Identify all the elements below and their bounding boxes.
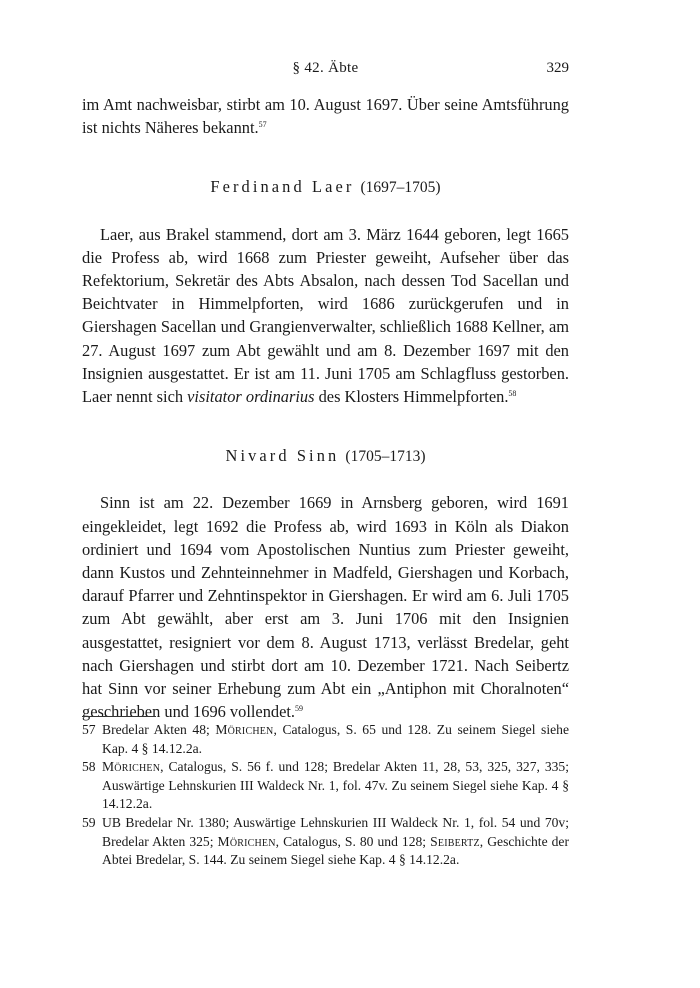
paragraph-text: im Amt nachweisbar, stirbt am 10. August 1697. Über seine Amtsführung ist nichts Näheres bekannt. <box>82 95 569 138</box>
paragraph-text: Laer, aus Brakel stammend, dort am 3. März 1644 geboren, legt 1665 die Profess ab, wird 1668 zum Priester geweiht, Aufseher über das Refektorium, Sekretär des Abts Absalon, nach dessen Tod Sacellan und Beichtvater in Himmelpforten, wird 1686 zurückgerufen und in Giershagen Sacellan und Grangienverwalter, schließlich 1688 Kellner, am 27. August 1697 zum Abt gewählt und am 8. Dezember 1697 mit den Insignien ausgestattet. Er ist am 11. Juni 1705 am Schlagfluss gestorben. Laer nennt sich <box>82 224 569 407</box>
footnote-number: 57 <box>82 722 96 737</box>
main-text <box>82 93 569 723</box>
footnote-text: , Geschichte der Abtei Bredelar, S. 144. Zu seinem Siegel siehe Kap. 4 § 14.12.2a. <box>102 833 569 868</box>
abbot-heading-laer <box>82 175 569 199</box>
footnote-ref-58[interactable]: 58 <box>508 389 517 399</box>
footnote-divider <box>82 716 156 717</box>
paragraph-text: des Klosters Himmelpforten. <box>314 387 509 407</box>
running-head <box>82 60 569 82</box>
abbot-years: (1697–1705) <box>360 179 441 197</box>
footnote-text: , Catalogus, S. 80 und 128; <box>275 833 431 849</box>
paragraph-laer <box>82 223 569 409</box>
abbot-name: Nivard Sinn <box>225 446 340 466</box>
section-title: § 42. Äbte <box>292 60 359 76</box>
paragraph-sinn <box>82 491 569 723</box>
paragraph-continuation <box>82 93 569 139</box>
footnote-number: 58 <box>82 759 96 775</box>
footnote-ref-59[interactable]: 59 <box>295 704 304 714</box>
footnote-ref-57[interactable]: 57 <box>258 120 267 130</box>
footnote-text: Bredelar Akten 48; <box>102 722 216 737</box>
footnote-59 <box>82 814 569 870</box>
footnote-57 <box>82 721 569 758</box>
author-name: Mörichen <box>217 833 276 849</box>
footnote-text: , Catalogus, S. 56 f. und 128; Bredelar Akten 11, 28, 53, 325, 327, 335; Auswärtige Lehnskurien III Waldeck Nr. 1, fol. 47v. Zu seinem Siegel siehe Kap. 4 § 14.12.2a. <box>102 759 569 812</box>
footnote-58 <box>82 758 569 814</box>
paragraph-text: Sinn ist am 22. Dezember 1669 in Arnsberg geboren, wird 1691 eingekleidet, legt 1692 die Profess ab, wird 1693 in Köln als Diakon ordiniert und 1694 vom Apostolischen Nuntius zum Priester geweiht, dann Kustos und Zehnteinnehmer in Madfeld, Giershagen und Korbach, darauf Pfarrer und Zehntinspektor in Giershagen. Er wird am 6. Juli 1705 zum Abt gewählt, aber erst am 3. Juni 1706 mit den Insignien ausgestattet, resigniert vor dem 8. August 1713, verlässt Bredelar, geht nach Giershagen und stirbt dort am 10. Dezember 1721. Nach Seibertz hat Sinn vor seiner Erhebung zum Abt ein „Antiphon mit Choralnoten“ geschrieben und 1696 vollendet. <box>82 493 569 722</box>
abbot-heading-sinn <box>82 444 569 468</box>
italic-term: visitator ordinarius <box>187 387 315 407</box>
footnote-number: 59 <box>82 814 96 830</box>
footnote-text: UB Bredelar Nr. 1380; Auswärtige Lehnskurien III Waldeck Nr. 1, fol. 54 und 70v; Bredelar Akten 325; <box>102 814 569 849</box>
footnote-text: , Catalogus, S. 65 und 128. Zu seinem Siegel siehe Kap. 4 § 14.12.2a. <box>102 722 569 756</box>
page-number: 329 <box>546 60 569 76</box>
author-name: Mörichen <box>215 722 274 737</box>
abbot-years: (1705–1713) <box>345 448 426 466</box>
abbot-name: Ferdinand Laer <box>210 177 355 197</box>
author-name: Seibertz <box>430 833 480 849</box>
footnotes <box>82 721 569 870</box>
author-name: Mörichen <box>102 759 161 775</box>
